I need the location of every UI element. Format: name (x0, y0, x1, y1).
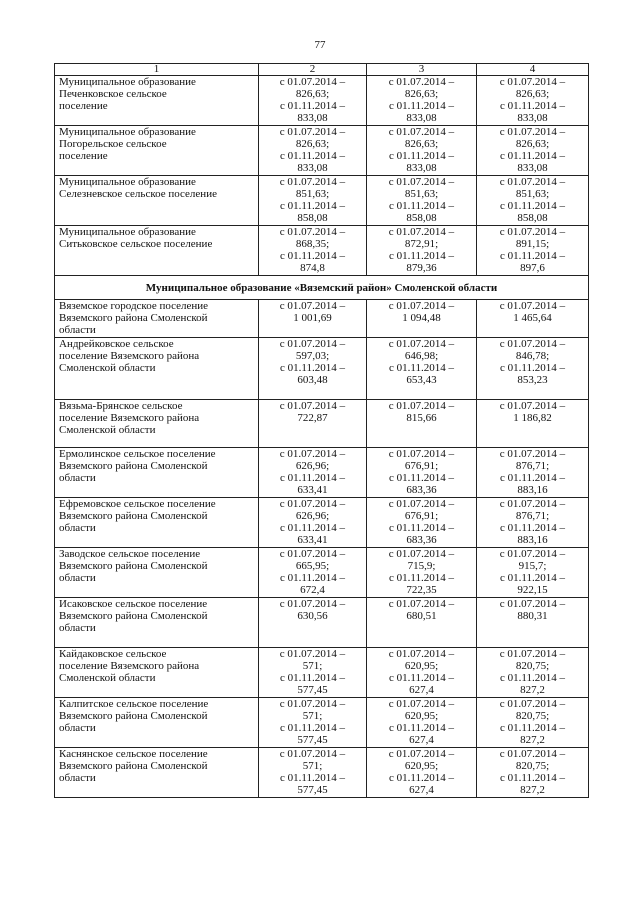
tariff-cell-col4-line: 853,23 (517, 374, 548, 386)
tariff-cell-col4-line: с 01.07.2014 – (499, 400, 566, 412)
tariff-cell-col4-line: 922,15 (517, 584, 548, 596)
tariff-cell-col4-line: с 01.11.2014 – (500, 200, 565, 212)
municipality-name-cell (55, 300, 259, 338)
tariff-cell-col3-line: с 01.11.2014 – (389, 472, 454, 484)
tariff-cell-col4-line: 833,08 (517, 112, 548, 124)
tariff-cell-col3-line: с 01.07.2014 – (388, 498, 455, 510)
tariff-cell-col2-line: 672,4 (300, 584, 325, 596)
tariff-cell-col2 (259, 300, 367, 338)
municipality-name-cell-line: области (59, 522, 96, 534)
municipality-name-cell-line: Печенковское сельское (59, 88, 167, 100)
tariff-cell-col4-line: 846,78; (515, 350, 550, 362)
tariff-cell-col4-line: с 01.11.2014 – (500, 150, 565, 162)
tariff-cell-col4 (477, 448, 589, 498)
tariff-cell-col3-line: 683,36 (406, 484, 437, 496)
tariff-cell-col2-line: с 01.07.2014 – (279, 400, 346, 412)
tariff-cell-col3-line: 676,91; (404, 460, 439, 472)
municipality-name-cell-line: области (59, 622, 96, 634)
municipality-name-cell-line: Вяземское городское поселение (59, 300, 209, 312)
tariff-cell-col3-line: 676,91; (404, 510, 439, 522)
tariff-cell-col3-line: с 01.07.2014 – (388, 338, 455, 350)
tariff-cell-col3-line: с 01.11.2014 – (389, 362, 454, 374)
tariff-cell-col4-line: с 01.07.2014 – (499, 176, 566, 188)
tariff-cell-col2-line: с 01.07.2014 – (279, 498, 346, 510)
tariff-cell-col4-line: 826,63; (515, 138, 550, 150)
tariff-cell-col3-line: 646,98; (404, 350, 439, 362)
tariff-cell-col2-line: с 01.07.2014 – (279, 598, 346, 610)
municipality-name-cell-line: Вяземского района Смоленской (59, 560, 208, 572)
page-number: 77 (314, 39, 326, 51)
municipality-name-cell-line: Вяземского района Смоленской (59, 312, 208, 324)
tariff-cell-col3-line: 879,36 (406, 262, 437, 274)
tariff-cell-col3-line: 627,4 (409, 684, 434, 696)
table-row (55, 548, 589, 598)
tariff-cell-col4-line: с 01.07.2014 – (499, 548, 566, 560)
tariff-cell-col4-line: 876,71; (515, 510, 550, 522)
tariff-cell-col2 (259, 448, 367, 498)
tariff-cell-col3 (367, 598, 477, 648)
tariff-cell-col2-line: 826,63; (295, 138, 330, 150)
municipality-name-cell (55, 126, 259, 176)
tariff-cell-col4-line: 876,71; (515, 460, 550, 472)
tariff-cell-col2 (259, 76, 367, 126)
tariff-cell-col2 (259, 598, 367, 648)
municipality-name-cell-line: Исаковское сельское поселение (59, 598, 208, 610)
tariff-cell-col4-line: с 01.11.2014 – (500, 772, 565, 784)
tariff-cell-col4-line: с 01.07.2014 – (499, 498, 566, 510)
table-row (55, 400, 589, 448)
municipality-name-cell-line: Смоленской области (59, 362, 156, 374)
table-row (55, 648, 589, 698)
tariff-cell-col2 (259, 648, 367, 698)
tariff-cell-col3 (367, 300, 477, 338)
tariff-cell-col3-line: с 01.11.2014 – (389, 572, 454, 584)
tariff-cell-col2-line: с 01.07.2014 – (279, 648, 346, 660)
tariff-cell-col4-line: с 01.07.2014 – (499, 598, 566, 610)
municipality-name-cell-line: области (59, 772, 96, 784)
tariff-cell-col4-line: 858,08 (517, 212, 548, 224)
tariff-cell-col2-line: 571; (302, 760, 323, 772)
tariff-cell-col2-line: с 01.07.2014 – (279, 76, 346, 88)
tariff-cell-col4-line: 883,16 (517, 484, 548, 496)
tariff-cell-col3-line: 653,43 (406, 374, 437, 386)
tariff-cell-col4 (477, 338, 589, 400)
tariff-cell-col4 (477, 648, 589, 698)
municipality-name-cell (55, 648, 259, 698)
tariff-cell-col3-line: 826,63; (404, 88, 439, 100)
tariff-cell-col3-line: 620,95; (404, 710, 439, 722)
tariff-cell-col3 (367, 226, 477, 276)
municipality-name-cell-line: Андрейковское сельское (59, 338, 174, 350)
municipality-name-cell (55, 498, 259, 548)
tariff-cell-col3-line: с 01.11.2014 – (389, 150, 454, 162)
table-row (55, 448, 589, 498)
tariff-cell-col3-line: 815,66 (406, 412, 437, 424)
tariff-cell-col2 (259, 748, 367, 798)
municipality-name-cell (55, 598, 259, 648)
tariff-cell-col3-line: 1 094,48 (402, 312, 441, 324)
tariff-cell-col4-line: 880,31 (517, 610, 548, 622)
municipality-name-cell-line: Калпитское сельское поселение (59, 698, 209, 710)
municipality-name-cell-line: области (59, 572, 96, 584)
tariff-cell-col4-line: с 01.11.2014 – (500, 100, 565, 112)
tariff-cell-col2 (259, 338, 367, 400)
municipality-name-cell-line: Погорельское сельское (59, 138, 167, 150)
tariff-cell-col4 (477, 748, 589, 798)
tariff-cell-col3 (367, 126, 477, 176)
tariff-cell-col4 (477, 698, 589, 748)
table-row (55, 748, 589, 798)
tariff-cell-col2-line: 577,45 (297, 734, 328, 746)
table-row (55, 598, 589, 648)
tariff-cell-col3 (367, 76, 477, 126)
tariff-cell-col2-line: с 01.11.2014 – (280, 200, 345, 212)
tariff-cell-col4 (477, 498, 589, 548)
tariff-cell-col3-line: 627,4 (409, 784, 434, 796)
tariff-cell-col2-line: 633,41 (297, 534, 328, 546)
tariff-cell-col4-line: 827,2 (520, 784, 545, 796)
tariff-cell-col3-line: с 01.11.2014 – (389, 522, 454, 534)
column-header: 2 (259, 64, 367, 76)
municipality-name-cell (55, 448, 259, 498)
tariff-cell-col4-line: с 01.07.2014 – (499, 698, 566, 710)
tariff-cell-col2-line: с 01.11.2014 – (280, 722, 345, 734)
tariff-cell-col4-line: с 01.11.2014 – (500, 250, 565, 262)
tariff-cell-col4-line: с 01.07.2014 – (499, 648, 566, 660)
tariff-cell-col3-line: 680,51 (406, 610, 437, 622)
table-row (55, 226, 589, 276)
tariff-cell-col3-line: 627,4 (409, 734, 434, 746)
municipality-name-cell-line: поселение Вяземского района (59, 660, 200, 672)
tariff-cell-col4-line: 851,63; (515, 188, 550, 200)
tariff-cell-col3-line: с 01.07.2014 – (388, 76, 455, 88)
tariff-cell-col2-line: 571; (302, 660, 323, 672)
municipality-name-cell (55, 748, 259, 798)
tariff-cell-col3-line: с 01.07.2014 – (388, 698, 455, 710)
municipality-name-cell-line: Вязьма-Брянское сельское (59, 400, 183, 412)
tariff-cell-col4-line: с 01.11.2014 – (500, 672, 565, 684)
tariff-cell-col4-line: с 01.07.2014 – (499, 76, 566, 88)
tariff-cell-col2-line: с 01.11.2014 – (280, 472, 345, 484)
tariff-cell-col2-line: 665,95; (295, 560, 330, 572)
tariff-cell-col2-line: с 01.07.2014 – (279, 226, 346, 238)
tariff-cell-col2-line: с 01.07.2014 – (279, 548, 346, 560)
tariff-cell-col2-line: с 01.11.2014 – (280, 772, 345, 784)
tariff-cell-col3-line: с 01.11.2014 – (389, 250, 454, 262)
tariff-cell-col2 (259, 498, 367, 548)
tariff-cell-col4-line: с 01.11.2014 – (500, 522, 565, 534)
tariff-cell-col3-line: 833,08 (406, 162, 437, 174)
tariff-cell-col3 (367, 648, 477, 698)
tariff-cell-col4-line: 897,6 (520, 262, 545, 274)
column-header: 4 (477, 64, 589, 76)
tariff-cell-col2-line: 626,96; (295, 460, 330, 472)
municipality-name-cell (55, 338, 259, 400)
tariff-cell-col2 (259, 548, 367, 598)
tariff-cell-col3-line: 858,08 (406, 212, 437, 224)
municipality-name-cell-line: Вяземского района Смоленской (59, 760, 208, 772)
tariff-cell-col3-line: с 01.07.2014 – (388, 598, 455, 610)
tariff-cell-col2-line: с 01.11.2014 – (280, 100, 345, 112)
tariff-cell-col3-line: 826,63; (404, 138, 439, 150)
municipality-name-cell-line: Ситьковское сельское поселение (59, 238, 213, 250)
tariff-cell-col4-line: с 01.07.2014 – (499, 748, 566, 760)
tariff-cell-col3-line: с 01.11.2014 – (389, 722, 454, 734)
tariff-cell-col4 (477, 226, 589, 276)
tariff-cell-col3-line: 851,63; (404, 188, 439, 200)
municipality-name-cell-line: области (59, 722, 96, 734)
column-header: 1 (55, 64, 259, 76)
municipality-name-cell-line: Смоленской области (59, 424, 156, 436)
tariff-cell-col2-line: с 01.07.2014 – (279, 126, 346, 138)
section-title: Муниципальное образование «Вяземский район» Смоленской области (55, 276, 589, 300)
tariff-cell-col2-line: 851,63; (295, 188, 330, 200)
municipality-name-cell-line: Муниципальное образование (59, 76, 196, 88)
municipality-name-cell-line: Смоленской области (59, 672, 156, 684)
tariff-cell-col3-line: с 01.11.2014 – (389, 772, 454, 784)
table-body (55, 64, 589, 798)
tariff-cell-col2-line: 577,45 (297, 784, 328, 796)
tariff-cell-col3 (367, 400, 477, 448)
tariff-cell-col2-line: 826,63; (295, 88, 330, 100)
tariff-cell-col2-line: с 01.11.2014 – (280, 150, 345, 162)
tariff-cell-col4-line: 891,15; (515, 238, 550, 250)
tariff-cell-col2-line: с 01.11.2014 – (280, 522, 345, 534)
tariff-cell-col2-line: с 01.11.2014 – (280, 672, 345, 684)
tariff-cell-col4-line: с 01.07.2014 – (499, 226, 566, 238)
table-row (55, 498, 589, 548)
tariff-cell-col2-line: с 01.11.2014 – (280, 250, 345, 262)
tariff-cell-col4-line: 820,75; (515, 710, 550, 722)
tariff-cell-col2-line: с 01.07.2014 – (279, 448, 346, 460)
municipality-name-cell-line: Каснянское сельское поселение (59, 748, 208, 760)
municipality-name-cell-line: Вяземского района Смоленской (59, 510, 208, 522)
tariff-cell-col3 (367, 338, 477, 400)
tariff-cell-col3-line: с 01.07.2014 – (388, 748, 455, 760)
tariff-cell-col4-line: 826,63; (515, 88, 550, 100)
tariff-cell-col3-line: с 01.07.2014 – (388, 648, 455, 660)
tariff-cell-col4 (477, 548, 589, 598)
tariff-cell-col2 (259, 176, 367, 226)
municipality-name-cell-line: поселение Вяземского района (59, 350, 200, 362)
tariff-cell-col2 (259, 400, 367, 448)
tariff-cell-col3-line: 683,36 (406, 534, 437, 546)
tariff-cell-col4-line: 827,2 (520, 734, 545, 746)
tariff-cell-col2-line: 868,35; (295, 238, 330, 250)
tariff-cell-col3-line: с 01.07.2014 – (388, 548, 455, 560)
municipality-name-cell (55, 176, 259, 226)
tariff-cell-col4-line: 1 465,64 (513, 312, 552, 324)
municipality-name-cell (55, 400, 259, 448)
tariff-cell-col2-line: 577,45 (297, 684, 328, 696)
municipality-name-cell-line: поселение Вяземского района (59, 412, 200, 424)
tariff-cell-col4-line: с 01.11.2014 – (500, 472, 565, 484)
table-row (55, 176, 589, 226)
tariff-cell-col4-line: 820,75; (515, 760, 550, 772)
municipality-name-cell-line: Муниципальное образование (59, 176, 196, 188)
tariff-cell-col2-line: с 01.11.2014 – (280, 572, 345, 584)
tariff-cell-col3-line: 620,95; (404, 760, 439, 772)
tariff-cell-col3-line: с 01.07.2014 – (388, 176, 455, 188)
section-row (55, 276, 589, 300)
municipality-name-cell (55, 226, 259, 276)
tariff-cell-col2-line: 1 001,69 (293, 312, 332, 324)
tariff-cell-col2-line: с 01.11.2014 – (280, 362, 345, 374)
municipality-name-cell-line: области (59, 472, 96, 484)
municipality-name-cell-line: Ермолинское сельское поселение (59, 448, 216, 460)
tariff-cell-col2-line: с 01.07.2014 – (279, 176, 346, 188)
tariff-cell-col4 (477, 300, 589, 338)
municipality-name-cell-line: поселение (59, 100, 108, 112)
tariff-cell-col2-line: 833,08 (297, 112, 328, 124)
tariff-cell-col4-line: 915,7; (518, 560, 547, 572)
tariff-cell-col4-line: 1 186,82 (513, 412, 552, 424)
header-row (55, 64, 589, 76)
tariff-cell-col4-line: с 01.07.2014 – (499, 300, 566, 312)
municipality-name-cell-line: Вяземского района Смоленской (59, 610, 208, 622)
tariff-cell-col4 (477, 126, 589, 176)
tariff-cell-col4-line: с 01.07.2014 – (499, 126, 566, 138)
municipality-name-cell-line: Селезневское сельское поселение (59, 188, 217, 200)
tariff-cell-col2 (259, 698, 367, 748)
municipality-name-cell-line: Вяземского района Смоленской (59, 460, 208, 472)
tariff-cell-col3 (367, 548, 477, 598)
tariff-cell-col2-line: с 01.07.2014 – (279, 748, 346, 760)
tariff-cell-col3-line: с 01.11.2014 – (389, 672, 454, 684)
tariff-cell-col3 (367, 448, 477, 498)
tariff-cell-col4-line: 820,75; (515, 660, 550, 672)
tariff-cell-col2-line: с 01.07.2014 – (279, 698, 346, 710)
tariff-cell-col3-line: 715,9; (407, 560, 436, 572)
tariff-cell-col2 (259, 126, 367, 176)
tariff-cell-col4-line: 833,08 (517, 162, 548, 174)
table-row (55, 698, 589, 748)
municipality-name-cell-line: Вяземского района Смоленской (59, 710, 208, 722)
municipality-name-cell (55, 548, 259, 598)
tariff-cell-col2-line: 603,48 (297, 374, 328, 386)
tariff-cell-col2-line: 630,56 (297, 610, 328, 622)
tariff-cell-col3-line: с 01.07.2014 – (388, 300, 455, 312)
tariff-cell-col3-line: с 01.07.2014 – (388, 400, 455, 412)
tariff-cell-col4 (477, 598, 589, 648)
tariff-cell-col3-line: с 01.07.2014 – (388, 126, 455, 138)
municipality-name-cell (55, 698, 259, 748)
tariff-cell-col2-line: 722,87 (297, 412, 328, 424)
table-row (55, 300, 589, 338)
tariff-cell-col3-line: 722,35 (406, 584, 437, 596)
tariff-cell-col3 (367, 498, 477, 548)
tariff-cell-col3 (367, 176, 477, 226)
table-row (55, 126, 589, 176)
tariff-cell-col3-line: 833,08 (406, 112, 437, 124)
tariff-cell-col4-line: с 01.07.2014 – (499, 338, 566, 350)
tariff-cell-col2-line: с 01.07.2014 – (279, 338, 346, 350)
tariff-cell-col4-line: с 01.11.2014 – (500, 362, 565, 374)
tariff-cell-col3-line: с 01.11.2014 – (389, 100, 454, 112)
tariff-cell-col2-line: 633,41 (297, 484, 328, 496)
municipality-name-cell-line: Муниципальное образование (59, 126, 196, 138)
tariff-cell-col4-line: 883,16 (517, 534, 548, 546)
municipality-name-cell (55, 76, 259, 126)
tariff-cell-col4-line: 827,2 (520, 684, 545, 696)
tariff-cell-col3 (367, 748, 477, 798)
tariff-cell-col4-line: с 01.11.2014 – (500, 722, 565, 734)
tariff-cell-col4-line: с 01.11.2014 – (500, 572, 565, 584)
municipality-name-cell-line: поселение (59, 150, 108, 162)
tariff-cell-col3-line: 872,91; (404, 238, 439, 250)
tariff-cell-col4 (477, 176, 589, 226)
municipality-name-cell-line: Ефремовское сельское поселение (59, 498, 216, 510)
tariff-cell-col4 (477, 400, 589, 448)
municipality-name-cell-line: области (59, 324, 96, 336)
table-row (55, 76, 589, 126)
tariff-cell-col2-line: с 01.07.2014 – (279, 300, 346, 312)
municipality-name-cell-line: Кайдаковское сельское (59, 648, 167, 660)
tariff-cell-col2-line: 571; (302, 710, 323, 722)
tariff-cell-col2-line: 858,08 (297, 212, 328, 224)
tariff-cell-col2 (259, 226, 367, 276)
tariff-cell-col3-line: с 01.07.2014 – (388, 226, 455, 238)
municipality-name-cell-line: Муниципальное образование (59, 226, 196, 238)
tariff-cell-col3-line: с 01.11.2014 – (389, 200, 454, 212)
tariff-cell-col2-line: 874,8 (300, 262, 325, 274)
column-header: 3 (367, 64, 477, 76)
tariff-cell-col4-line: с 01.07.2014 – (499, 448, 566, 460)
tariff-cell-col2-line: 833,08 (297, 162, 328, 174)
tariff-cell-col3-line: 620,95; (404, 660, 439, 672)
tariff-table (54, 63, 589, 798)
tariff-cell-col3 (367, 698, 477, 748)
tariff-cell-col3-line: с 01.07.2014 – (388, 448, 455, 460)
table-row (55, 338, 589, 400)
municipality-name-cell-line: Заводское сельское поселение (59, 548, 201, 560)
tariff-cell-col2-line: 597,03; (295, 350, 330, 362)
tariff-cell-col2-line: 626,96; (295, 510, 330, 522)
tariff-cell-col4 (477, 76, 589, 126)
